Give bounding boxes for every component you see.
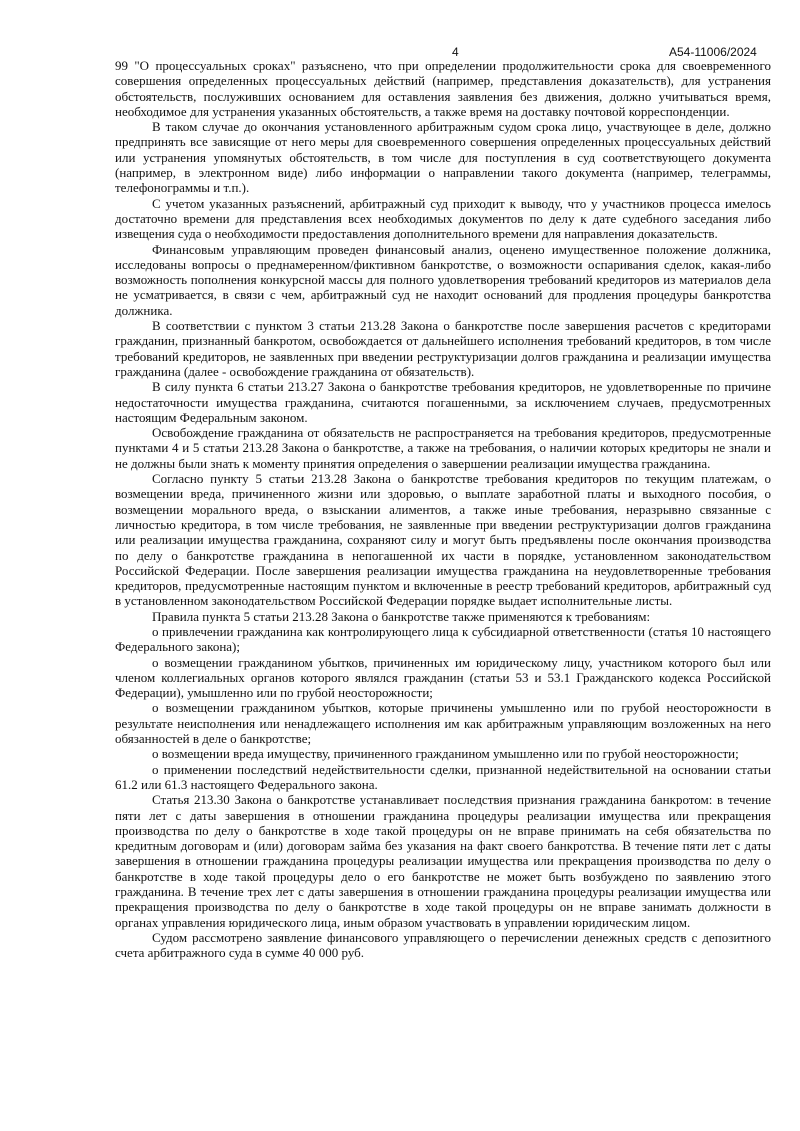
document-body [115,58,771,961]
list-paragraph: о привлечении гражданина как контролирующего лица к субсидиарной ответственности (статья 10 настоящего Федерального закона); [115,623,771,655]
list-paragraph: о возмещении гражданином убытков, причиненных им юридическому лицу, участником которого был или членом коллегиальных органов которого являлся гражданин (статьи 53 и 53.1 Гражданского кодекса Российской Федерации), умышленно или по грубой неосторожности; [115,654,771,701]
paragraph-continuation: 99 "О процессуальных сроках" разъяснено, что при определении продолжительности срока для своевременного совершения определенных процессуальных действий (например, представления доказательств), для устранения обстоятельств, послуживших основанием для оставления заявления без движения, должно учитываться время, необходимое для устранения указанных обстоятельств, а также время на доставку почтовой корреспонденции. [115,58,771,119]
list-paragraph: о применении последствий недействительности сделки, признанной недействительной на основании статьи 61.2 или 61.3 настоящего Федерального закона. [115,761,771,792]
paragraph: В силу пункта 6 статьи 213.27 Закона о банкротстве требования кредиторов, не удовлетворенные по причине недостаточности имущества гражданина, считаются погашенными, за исключением случаев, предусмотренных настоящим Федеральным законом. [115,379,771,425]
paragraph: С учетом указанных разъяснений, арбитражный суд приходит к выводу, что у участников процесса имелось достаточно времени для представления всех необходимых документов по делу к дате судебного заседания либо извещения суда о необходимости предоставления дополнительного времени для направления доказательств. [115,195,771,242]
paragraph: Судом рассмотрено заявление финансового управляющего о перечислении денежных средств с депозитного счета арбитражного суда в сумме 40 000 руб. [115,929,771,961]
paragraph: Статья 213.30 Закона о банкротстве устанавливает последствия признания гражданина банкротом: в течение пяти лет с даты завершения в отношении гражданина процедуры реализации имущества или прекращения производства по делу о банкротстве в ходе такой процедуры он не вправе принимать на себя обязательства по кредитным договорам и (или) договорам займа без указания на факт своего банкротства. В течение пяти лет с даты завершения в отношении гражданина процедуры реализации имущества или прекращения производства по делу о банкротстве в ходе такой процедуры дело о его банкротстве не может быть возбуждено по заявлению этого гражданина. В течение трех лет с даты завершения в отношении гражданина процедуры реализации имущества или прекращения производства по делу о банкротстве в ходе такой процедуры он не вправе занимать должности в органах управления юридического лица, иным образом участвовать в управлении юридическим лицом. [115,792,771,930]
paragraph: Согласно пункту 5 статьи 213.28 Закона о банкротстве требования кредиторов по текущим платежам, о возмещении вреда, причиненного жизни или здоровью, о выплате заработной платы и выходного пособия, о возмещении морального вреда, о взыскании алиментов, а также иные требования, неразрывно связанные с личностью кредитора, в том числе требования, не заявленные при введении реструктуризации долгов гражданина или реализации имущества гражданина, сохраняют силу и могут быть предъявлены после окончания производства по делу о банкротстве гражданина в непогашенной их части в порядке, установленном законодательством Российской Федерации. После завершения реализации имущества гражданина на неудовлетворенные требования кредиторов, предусмотренные настоящим пунктом и включенные в реестр требований кредиторов, арбитражный суд в установленном законодательством Российской Федерации порядке выдает исполнительные листы. [115,471,771,609]
case-number: А54-11006/2024 [669,45,757,59]
paragraph: В таком случае до окончания установленного арбитражным судом срока лицо, участвующее в деле, должно предпринять все зависящие от него меры для своевременного совершения определенных процессуальных действий или устранения упомянутых обстоятельств, в том числе для поступления в суд соответствующего документа (например, в электронном виде) либо информации о направлении такого документа (например, телеграммы, телефонограммы и т.п.). [115,119,771,196]
page-number: 4 [452,45,459,59]
paragraph: Финансовым управляющим проведен финансовый анализ, оценено имущественное положение должника, исследованы вопросы о преднамеренном/фиктивном банкротстве, о возможности оспаривания сделок, какая-либо возможность пополнения конкурсной массы для полного удовлетворения требований кредиторов из материалов дела не усматривается, в связи с чем, арбитражный суд не находит оснований для продления процедуры банкротства должника. [115,241,771,318]
paragraph: Освобождение гражданина от обязательств не распространяется на требования кредиторов, предусмотренные пунктами 4 и 5 статьи 213.28 Закона о банкротстве, а также на требования, о наличии которых кредиторы не знали и не должны были знать к моменту принятия определения о завершении реализации имущества гражданина. [115,425,771,471]
list-paragraph: о возмещении гражданином убытков, которые причинены умышленно или по грубой неосторожности в результате неисполнения или ненадлежащего исполнения им как арбитражным управляющим возложенных на него обязанностей в деле о банкротстве; [115,700,771,747]
paragraph: Правила пункта 5 статьи 213.28 Закона о банкротстве также применяются к требованиям: [152,608,651,624]
paragraph: В соответствии с пунктом 3 статьи 213.28 Закона о банкротстве после завершения расчетов с кредиторами гражданин, признанный банкротом, освобождается от дальнейшего исполнения требований кредиторов, в том числе требований кредиторов, не заявленных при введении реструктуризации долгов гражданина и реализации имущества гражданина (далее - освобождение гражданина от обязательств). [115,318,771,379]
list-paragraph: о возмещении вреда имуществу, причиненного гражданином умышленно или по грубой неосторожности; [152,746,739,762]
